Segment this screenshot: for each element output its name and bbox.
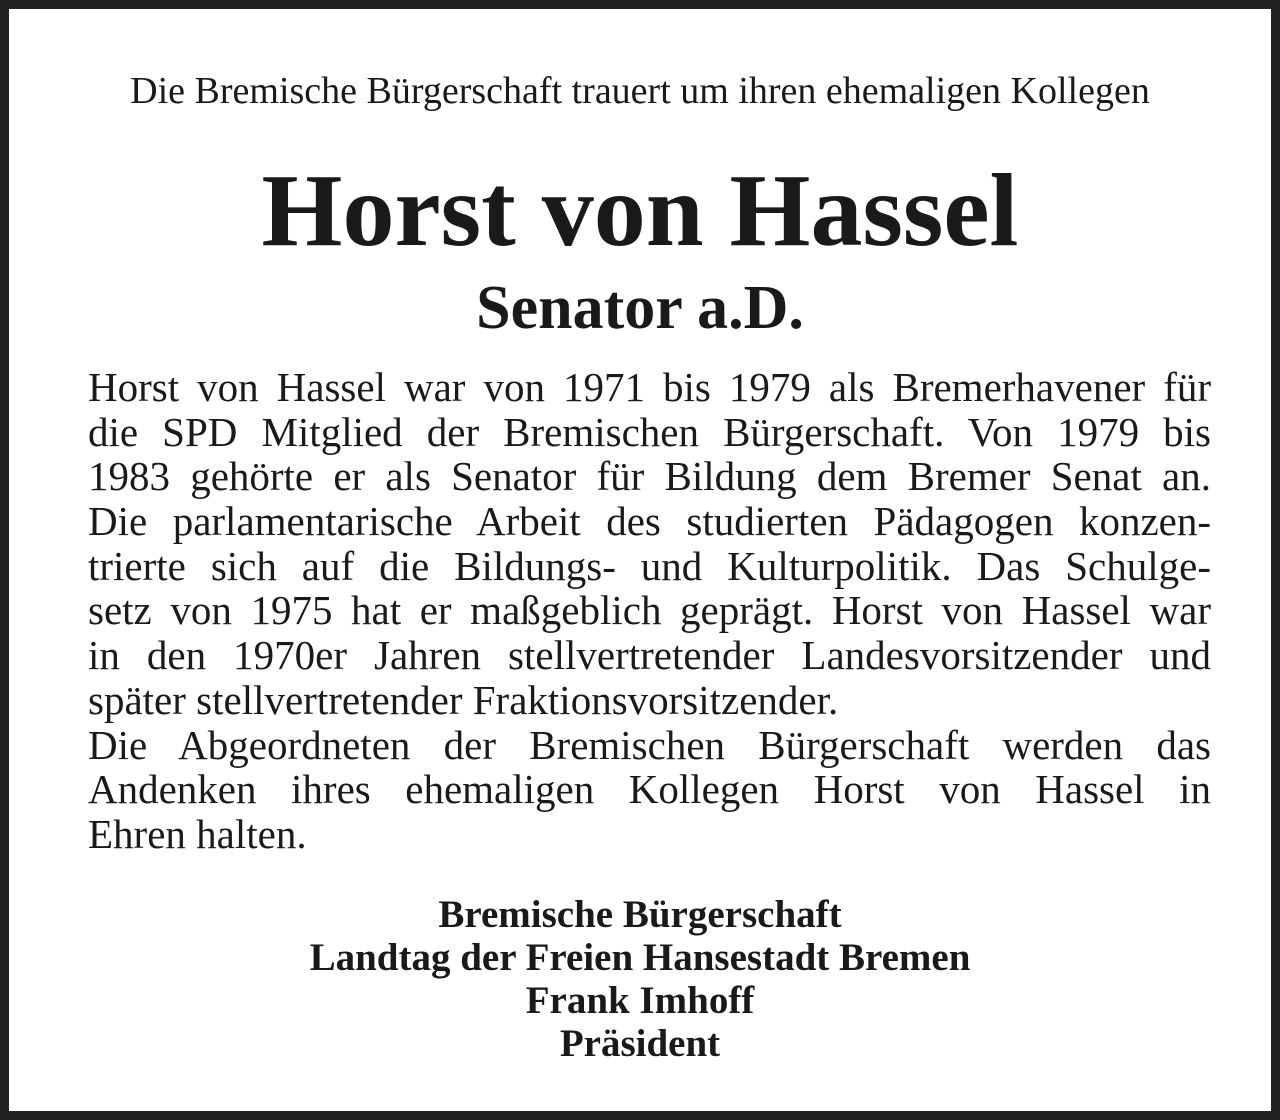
signature-block: [49, 893, 1231, 1065]
intro-line: Die Bremische Bürgerschaft trauert um ihren ehemaligen Kollegen: [130, 70, 1150, 112]
biography-text: [88, 365, 1211, 857]
biography-line: später stellvertretender Fraktionsvorsitzender.: [88, 676, 839, 723]
biography-line: Andenken ihres ehemaligen Kollegen Horst von Hassel in: [88, 766, 1211, 813]
biography-line: die SPD Mitglied der Bremischen Bürgerschaft. Von 1979 bis: [88, 408, 1211, 455]
signature-person: Frank Imhoff: [525, 979, 755, 1022]
biography-line: in den 1970er Jahren stellvertretender Landesvorsitzender und: [88, 632, 1211, 679]
biography-line: Die parlamentarische Arbeit des studierten Pädagogen konzen-: [88, 498, 1211, 545]
biography-line: trierte sich auf die Bildungs- und Kulturpolitik. Das Schulge-: [88, 542, 1211, 589]
signature-role: Präsident: [559, 1022, 721, 1065]
biography-line: Ehren halten.: [88, 810, 307, 857]
signature-organization: Bremische Bürgerschaft: [438, 893, 842, 936]
biography-line: setz von 1975 hat er maßgeblich geprägt. Horst von Hassel war: [88, 587, 1211, 634]
biography-line: 1983 gehörte er als Senator für Bildung dem Bremer Senat an.: [88, 453, 1211, 500]
signature-institution: Landtag der Freien Hansestadt Bremen: [309, 936, 971, 979]
deceased-title: Senator a.D.: [476, 274, 804, 342]
biography-line: Horst von Hassel war von 1971 bis 1979 als Bremerhavener für: [88, 364, 1211, 410]
deceased-name: Horst von Hassel: [261, 153, 1019, 268]
biography-line: Die Abgeordneten der Bremischen Bürgerschaft werden das: [88, 721, 1211, 768]
